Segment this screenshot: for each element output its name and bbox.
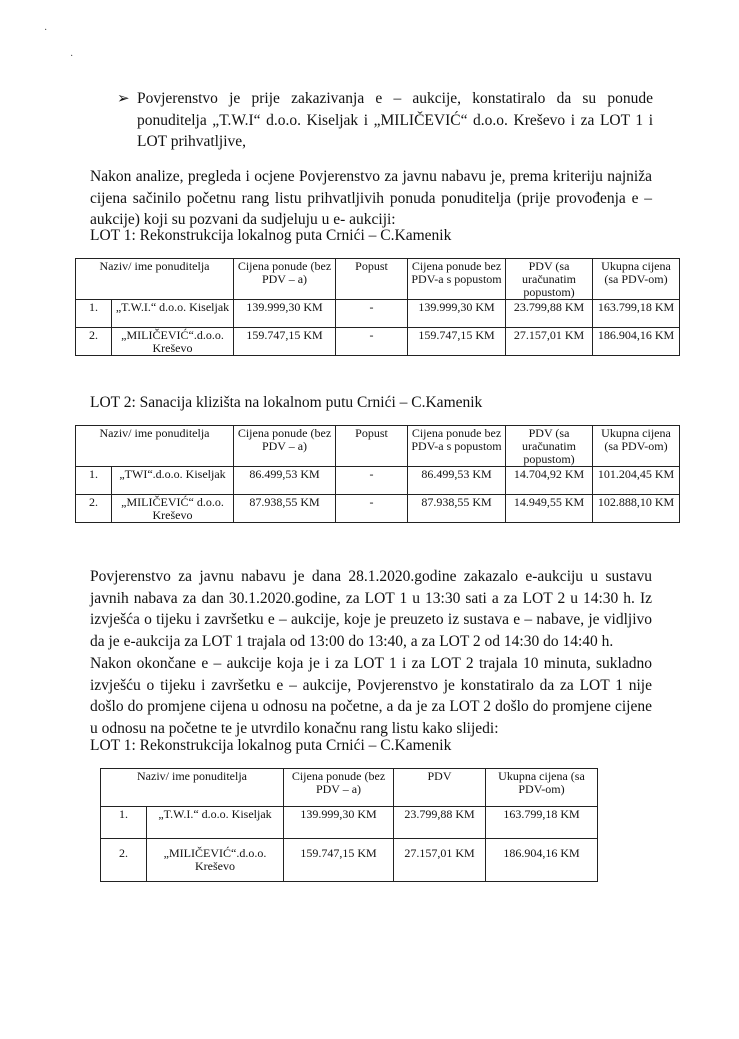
discount-cell: - — [336, 467, 408, 495]
vat-cell: 23.799,88 KM — [506, 300, 593, 328]
price-discount-cell: 86.499,53 KM — [408, 467, 506, 495]
price-cell: 139.999,30 KM — [284, 807, 394, 839]
vat-cell: 14.949,55 KM — [506, 495, 593, 523]
table-header-row — [101, 769, 598, 807]
scan-speck: · — [70, 51, 74, 62]
lot2-initial-table — [75, 425, 680, 523]
vat-cell: 14.704,92 KM — [506, 467, 593, 495]
lot1-initial-table — [75, 258, 680, 356]
scan-speck: · — [44, 25, 48, 36]
discount-cell: - — [336, 495, 408, 523]
total-cell: 163.799,18 KM — [486, 807, 598, 839]
table-header-row — [76, 426, 680, 467]
header-vat: PDV — [394, 769, 486, 807]
table-header-row — [76, 259, 680, 300]
price-cell: 86.499,53 KM — [234, 467, 336, 495]
row-number: 2. — [76, 495, 112, 523]
vat-cell: 23.799,88 KM — [394, 807, 486, 839]
total-cell: 186.904,16 KM — [486, 839, 598, 882]
price-cell: 139.999,30 KM — [234, 300, 336, 328]
header-total: Ukupna cijena (sa PDV-om) — [593, 259, 680, 300]
header-discount: Popust — [336, 426, 408, 467]
arrow-bullet-icon: ➢ — [117, 89, 130, 107]
header-price: Cijena ponude (bez PDV – a) — [234, 426, 336, 467]
lot1-final-title: LOT 1: Rekonstrukcija lokalnog puta Crnići – C.Kamenik — [90, 737, 452, 754]
header-total: Ukupna cijena (sa PDV-om) — [486, 769, 598, 807]
auction-result-paragraph: Nakon okončane e – aukcije koja je i za LOT 1 i za LOT 2 trajala 10 minuta, sukladno izvješću o tijeku i završetku e – aukcije, Povjerenstvo je konstatiralo da za LOT 1 nije došlo do promjene cijena u odnosu na početne, a da je za LOT 2 došlo do promjene cijene u odnosu na početne te je utvrdilo konačnu rang listu kako slijedi: — [90, 655, 652, 737]
lot1-initial-title: LOT 1: Rekonstrukcija lokalnog puta Crnići – C.Kamenik — [90, 227, 452, 244]
price-discount-cell: 159.747,15 KM — [408, 328, 506, 356]
bidder-name: „T.W.I.“ d.o.o. Kiseljak — [147, 807, 284, 839]
row-number: 2. — [76, 328, 112, 356]
discount-cell: - — [336, 300, 408, 328]
table-row — [101, 839, 598, 882]
bidder-name: „MILIČEVIĆ“.d.o.o. Kreševo — [112, 328, 234, 356]
header-price-discount: Cijena ponude bez PDV-a s popustom — [408, 426, 506, 467]
row-number: 1. — [76, 300, 112, 328]
row-number: 1. — [101, 807, 147, 839]
total-cell: 186.904,16 KM — [593, 328, 680, 356]
header-price-discount: Cijena ponude bez PDV-a s popustom — [408, 259, 506, 300]
header-name: Naziv/ ime ponuditelja — [76, 426, 234, 467]
analysis-paragraph: Nakon analize, pregleda i ocjene Povjerenstvo za javnu nabavu je, prema kriteriju najniža cijena sačinilo početnu rang listu prihvatljivih ponuda ponuditelja (prije provođenja e – aukcije) koji su pozvani da sudjeluju u e- aukciji: — [90, 168, 652, 228]
header-price: Cijena ponude (bez PDV – a) — [234, 259, 336, 300]
total-cell: 163.799,18 KM — [593, 300, 680, 328]
table-row — [76, 300, 680, 328]
header-vat: PDV (sa uračunatim popustom) — [506, 426, 593, 467]
bidder-name: „MILIČEVIĆ“ d.o.o. Kreševo — [112, 495, 234, 523]
lot1-final-table — [100, 768, 598, 882]
total-cell: 101.204,45 KM — [593, 467, 680, 495]
header-name: Naziv/ ime ponuditelja — [76, 259, 234, 300]
lot2-initial-title: LOT 2: Sanacija klizišta na lokalnom putu Crnići – C.Kamenik — [90, 394, 483, 411]
table-row — [76, 467, 680, 495]
header-price: Cijena ponude (bez PDV – a) — [284, 769, 394, 807]
price-discount-cell: 139.999,30 KM — [408, 300, 506, 328]
bidder-name: „MILIČEVIĆ“.d.o.o. Kreševo — [147, 839, 284, 882]
header-name: Naziv/ ime ponuditelja — [101, 769, 284, 807]
header-total: Ukupna cijena (sa PDV-om) — [593, 426, 680, 467]
table-row — [76, 328, 680, 356]
total-cell: 102.888,10 KM — [593, 495, 680, 523]
row-number: 1. — [76, 467, 112, 495]
table-row — [76, 495, 680, 523]
vat-cell: 27.157,01 KM — [506, 328, 593, 356]
price-cell: 159.747,15 KM — [284, 839, 394, 882]
bidder-name: „TWI“.d.o.o. Kiseljak — [112, 467, 234, 495]
price-discount-cell: 87.938,55 KM — [408, 495, 506, 523]
header-vat: PDV (sa uračunatim popustom) — [506, 259, 593, 300]
row-number: 2. — [101, 839, 147, 882]
vat-cell: 27.157,01 KM — [394, 839, 486, 882]
price-cell: 87.938,55 KM — [234, 495, 336, 523]
header-discount: Popust — [336, 259, 408, 300]
bullet-paragraph: Povjerenstvo je prije zakazivanja e – aukcije, konstatiralo da su ponude ponuditelja „T.W.I“ d.o.o. Kiseljak i „MILIČEVIĆ“ d.o.o. Kreševo i za LOT 1 i LOT prihvatljive, — [137, 90, 653, 150]
discount-cell: - — [336, 328, 408, 356]
bidder-name: „T.W.I.“ d.o.o. Kiseljak — [112, 300, 234, 328]
price-cell: 159.747,15 KM — [234, 328, 336, 356]
table-row — [101, 807, 598, 839]
auction-schedule-paragraph: Povjerenstvo za javnu nabavu je dana 28.1.2020.godine zakazalo e-aukciju u sustavu javnih nabava za dan 30.1.2020.godine, za LOT 1 u 13:30 sati a za LOT 2 u 14:30 h. Iz izvješća o tijeku i završetku e – aukcije, koje je preuzeto iz sustava e – nabave, je vidljivo da je e-aukcija za LOT 1 trajala od 13:00 do 13:40, a za LOT 2 od 14:30 do 14:40 h. — [90, 568, 652, 650]
